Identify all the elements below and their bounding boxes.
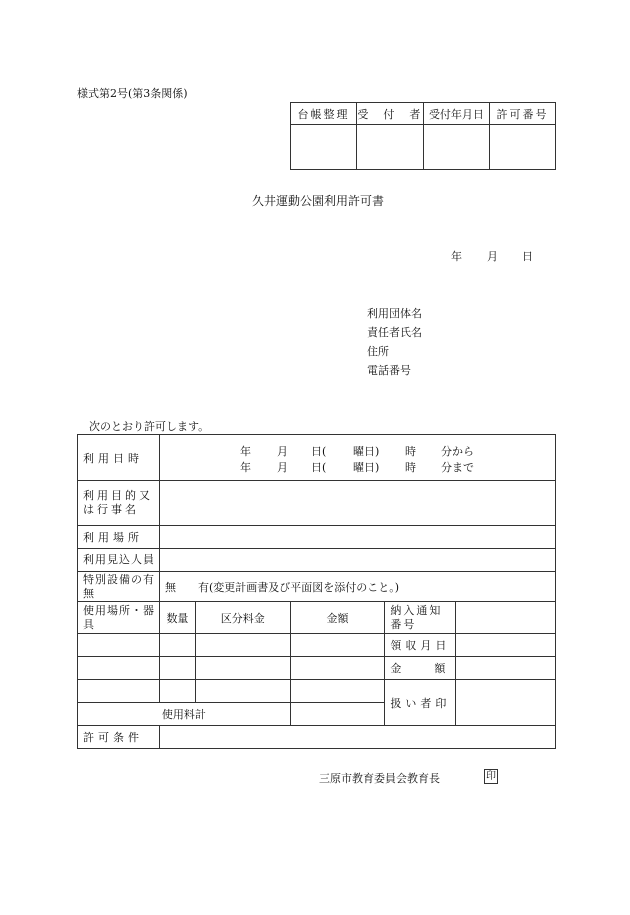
official-seal-mark — [484, 769, 498, 784]
notice-number-cell[interactable] — [456, 602, 556, 634]
fee-row-place-2[interactable] — [78, 657, 160, 680]
handler-seal-cell[interactable] — [456, 680, 556, 726]
to-hour: 時 — [404, 460, 416, 474]
permit-conditions-cell[interactable] — [159, 726, 555, 749]
responsible-name-label: 責任者氏名 — [367, 326, 422, 339]
intro-text: 次のとおり許可します。 — [89, 420, 210, 433]
to-day: 日( — [310, 460, 327, 474]
fee-row-qty-3[interactable] — [159, 680, 195, 703]
header-receiver: 受 付 者 — [356, 103, 423, 125]
equipment-label: 特別設備の有無 — [78, 572, 160, 602]
to-year: 年 — [239, 460, 251, 474]
fee-row-unit-1[interactable] — [195, 634, 290, 657]
phone-label: 電話番号 — [367, 364, 411, 377]
group-name-label: 利用団体名 — [367, 307, 422, 320]
from-month: 月 — [276, 444, 288, 458]
from-weekday: 曜日) — [352, 444, 380, 458]
fee-row-qty-2[interactable] — [159, 657, 195, 680]
received-date-cell[interactable] — [456, 634, 556, 657]
received-date-label: 領収月日 — [385, 634, 456, 657]
attendance-label: 利用見込人員 — [78, 549, 160, 572]
from-day: 日( — [310, 444, 327, 458]
attendance-cell[interactable] — [159, 549, 555, 572]
header-received-date: 受付年月日 — [423, 103, 489, 125]
fee-amount-header: 金額 — [290, 602, 385, 634]
to-month: 月 — [276, 460, 288, 474]
fee-row-place-1[interactable] — [78, 634, 160, 657]
header-ledger: 台帳整理 — [291, 103, 357, 125]
usage-fee-total-label: 使用料計 — [78, 703, 291, 726]
from-hour: 時 — [404, 444, 416, 458]
header-permit-number: 許可番号 — [490, 103, 556, 125]
place-cell[interactable] — [159, 526, 555, 549]
fee-row-unit-3[interactable] — [195, 680, 290, 703]
permit-conditions-label: 許可条件 — [78, 726, 160, 749]
equipment-value[interactable]: 無 有(変更計画書及び平面図を添付のこと。) — [159, 572, 555, 602]
notice-number-label: 納入通知番号 — [385, 602, 456, 634]
date-day: 日 — [522, 250, 533, 263]
usage-datetime-label: 利用日時 — [78, 435, 160, 481]
fee-qty-header: 数量 — [159, 602, 195, 634]
to-weekday: 曜日) — [352, 460, 380, 474]
fee-place-header: 使用場所・器具 — [78, 602, 160, 634]
form-number: 様式第2号(第3条関係) — [77, 87, 188, 100]
issuer-name: 三原市教育委員会教育長 — [319, 772, 440, 785]
office-use-table — [290, 102, 556, 170]
from-minute: 分から — [440, 444, 474, 458]
purpose-cell[interactable] — [159, 481, 555, 526]
permit-table — [77, 434, 556, 749]
fee-unit-header: 区分料金 — [195, 602, 290, 634]
fee-row-amount-2[interactable] — [290, 657, 385, 680]
cell-received-date[interactable] — [423, 125, 489, 170]
usage-fee-total-cell[interactable] — [290, 703, 385, 726]
usage-datetime-cell[interactable] — [159, 435, 555, 481]
from-year: 年 — [239, 444, 251, 458]
cell-permit-number[interactable] — [490, 125, 556, 170]
place-label: 利用場所 — [78, 526, 160, 549]
cell-ledger[interactable] — [291, 125, 357, 170]
handler-seal-label: 扱い者印 — [385, 680, 456, 726]
cell-receiver[interactable] — [356, 125, 423, 170]
fee-row-amount-3[interactable] — [290, 680, 385, 703]
seal-text: 印 — [486, 771, 496, 782]
to-minute: 分まで — [440, 460, 474, 474]
fee-row-place-3[interactable] — [78, 680, 160, 703]
amount-cell[interactable] — [456, 657, 556, 680]
document-title: 久井運動公園利用許可書 — [252, 194, 385, 208]
amount-label: 金 額 — [385, 657, 456, 680]
date-year: 年 — [451, 250, 462, 263]
fee-row-amount-1[interactable] — [290, 634, 385, 657]
date-month: 月 — [487, 250, 498, 263]
purpose-label: 利用目的又は行事名 — [78, 481, 160, 526]
fee-row-unit-2[interactable] — [195, 657, 290, 680]
address-label: 住所 — [367, 345, 389, 358]
fee-row-qty-1[interactable] — [159, 634, 195, 657]
